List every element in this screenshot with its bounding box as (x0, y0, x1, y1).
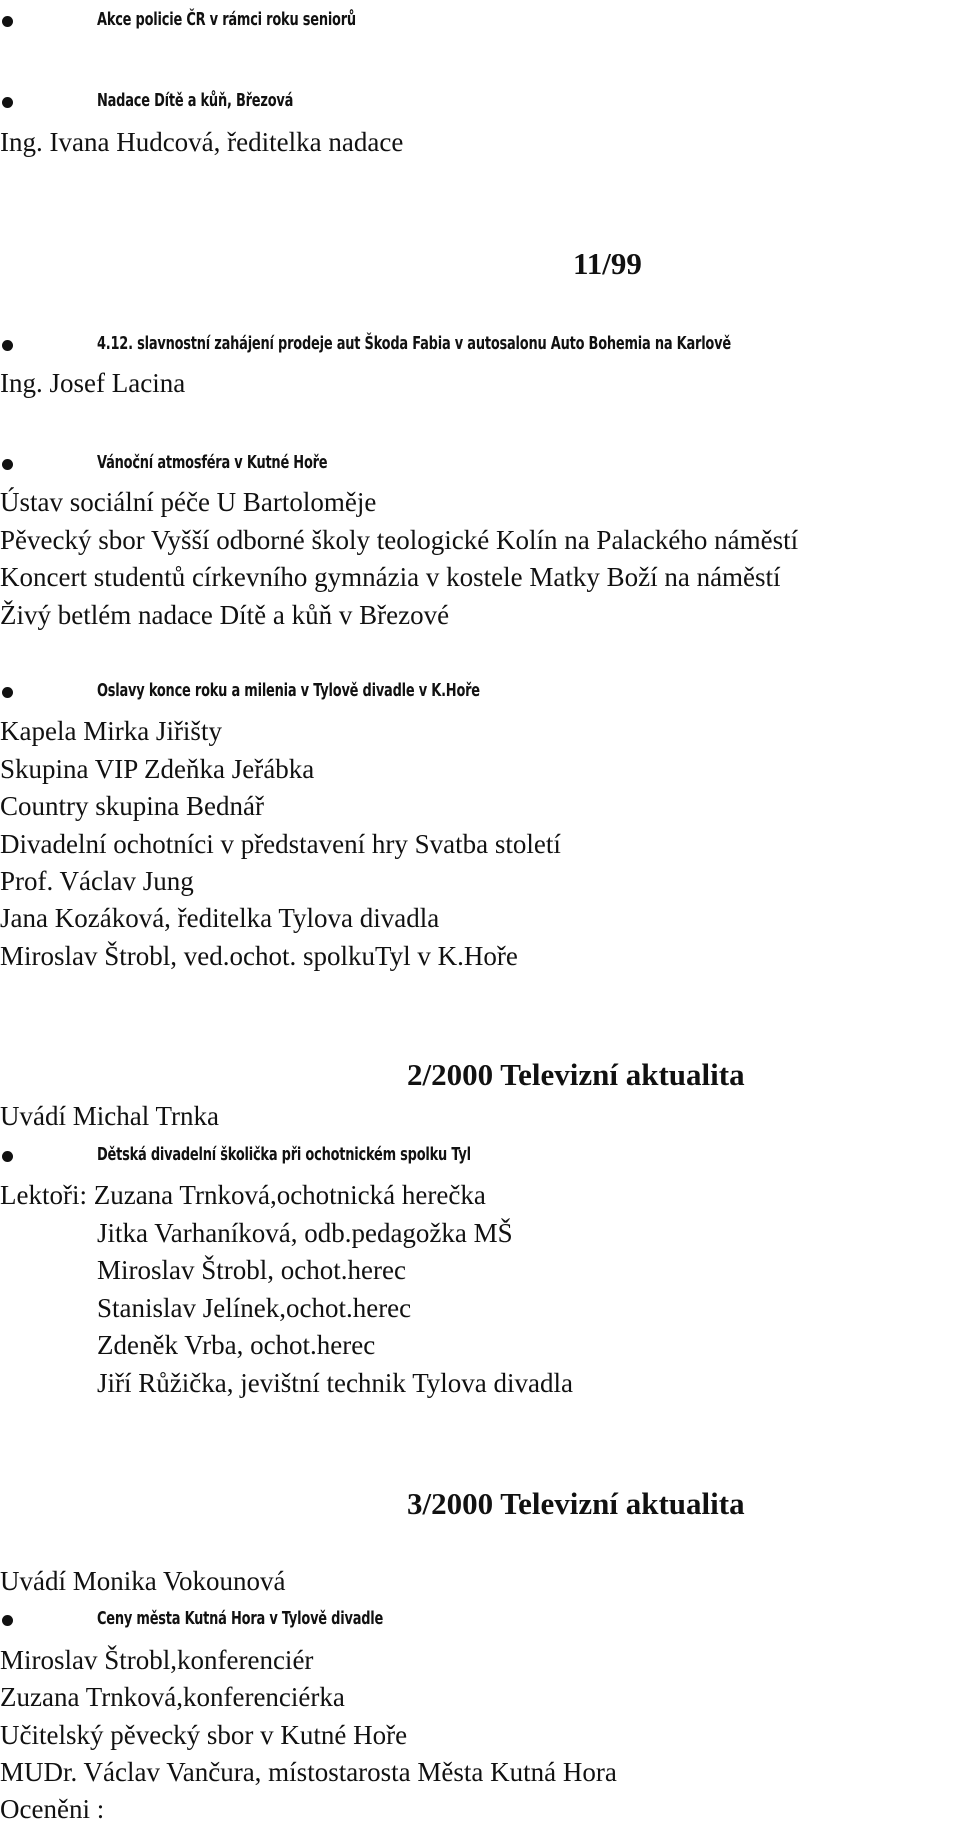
text-line: Country skupina Bednář (0, 791, 264, 821)
text-line: Divadelní ochotníci v představení hry Svatba století (0, 829, 561, 859)
text-line: Jana Kozáková, ředitelka Tylova divadla (0, 903, 440, 933)
text-line: Koncert studentů církevního gymnázia v kostele Matky Boží na náměstí (0, 562, 781, 592)
bullet-heading: Ceny města Kutná Hora v Tylově divadle (97, 1608, 384, 1629)
text-line: Zuzana Trnková,konferenciérka (0, 1682, 345, 1712)
section-heading: 11/99 (573, 246, 642, 281)
presenter-line: Uvádí Monika Vokounová (0, 1566, 286, 1596)
bullet-icon (2, 16, 13, 27)
text-line: Oceněni : (0, 1794, 105, 1821)
bullet-icon (2, 1615, 13, 1626)
bullet-heading: Nadace Dítě a kůň, Březová (97, 90, 294, 111)
bullet-icon (2, 340, 13, 351)
text-line: Miroslav Štrobl, ved.ochot. spolkuTyl v K.Hoře (0, 941, 518, 971)
bullet-heading: Dětská divadelní školička při ochotnickém spolku Tyl (97, 1144, 471, 1165)
bullet-icon (2, 1151, 13, 1162)
text-line: Miroslav Štrobl,konferenciér (0, 1645, 314, 1675)
bullet-heading: Akce policie ČR v rámci roku seniorů (97, 9, 356, 30)
text-line: Lektoři: Zuzana Trnková,ochotnická herečka (0, 1180, 486, 1210)
bullet-icon (2, 459, 13, 470)
presenter-line: Uvádí Michal Trnka (0, 1101, 219, 1131)
section-heading: 3/2000 Televizní aktualita (407, 1486, 745, 1521)
text-line: Prof. Václav Jung (0, 866, 194, 896)
text-line: Stanislav Jelínek,ochot.herec (97, 1293, 412, 1323)
text-line: Ing. Ivana Hudcová, ředitelka nadace (0, 127, 404, 157)
bullet-heading: Vánoční atmosféra v Kutné Hoře (97, 452, 328, 473)
text-line: Kapela Mirka Jiřišty (0, 716, 222, 746)
section-heading: 2/2000 Televizní aktualita (407, 1057, 745, 1092)
text-line: Pěvecký sbor Vyšší odborné školy teologické Kolín na Palackého náměstí (0, 525, 799, 555)
bullet-heading: Oslavy konce roku a milenia v Tylově divadle v K.Hoře (97, 680, 480, 701)
text-line: Miroslav Štrobl, ochot.herec (97, 1255, 406, 1285)
text-line: Jiří Růžička, jevištní technik Tylova divadla (97, 1368, 574, 1398)
text-line: Skupina VIP Zdeňka Jeřábka (0, 754, 315, 784)
text-line: Učitelský pěvecký sbor v Kutné Hoře (0, 1720, 408, 1750)
text-line: Jitka Varhaníková, odb.pedagožka MŠ (97, 1218, 513, 1248)
text-line: MUDr. Václav Vančura, místostarosta Města Kutná Hora (0, 1757, 617, 1787)
bullet-heading: 4.12. slavnostní zahájení prodeje aut Škoda Fabia v autosalonu Auto Bohemia na Karlově (97, 333, 731, 354)
text-line: Ing. Josef Lacina (0, 368, 186, 398)
bullet-icon (2, 97, 13, 108)
bullet-icon (2, 687, 13, 698)
text-line: Zdeněk Vrba, ochot.herec (97, 1330, 376, 1360)
text-line: Živý betlém nadace Dítě a kůň v Březové (0, 600, 450, 630)
text-line: Ústav sociální péče U Bartoloměje (0, 487, 377, 517)
